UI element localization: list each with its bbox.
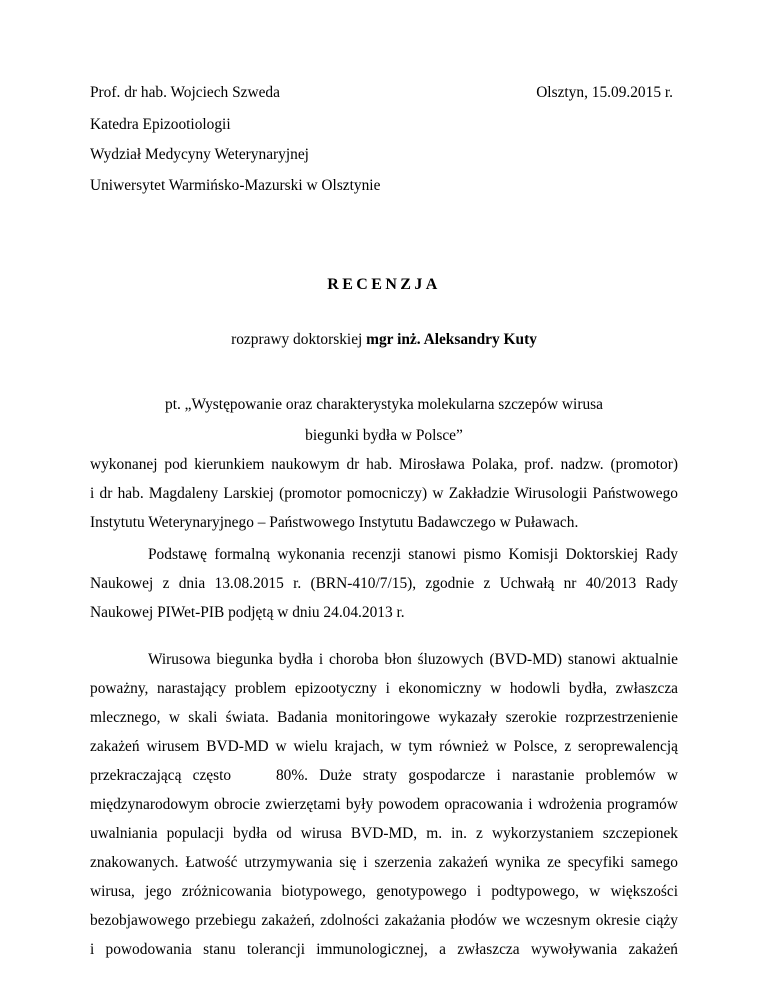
paragraph-line: znakowanych. Łatwość utrzymywania się i szerzenia zakażeń wynika ze specyfiki samego <box>90 854 678 871</box>
paragraph-line: Naukowej z dnia 13.08.2015 r. (BRN-410/7/15), zgodnie z Uchwałą nr 40/2013 Rady <box>90 575 678 592</box>
subtitle <box>0 331 768 349</box>
subtitle-prefix: rozprawy doktorskiej <box>231 331 367 348</box>
paragraph-line: wirusa, jego zróżnicowania biotypowego, genotypowego i podtypowego, w większości <box>90 883 678 900</box>
document-title: RECENZJA <box>327 276 441 293</box>
paragraph-line: Podstawę formalną wykonania recenzji stanowi pismo Komisji Doktorskiej Rady <box>148 546 678 563</box>
paragraph-line: mlecznego, w skali świata. Badania monitoringowe wykazały szerokie rozprzestrzenienie <box>90 709 678 726</box>
paragraph-line: Instytutu Weterynaryjnego – Państwowego Instytutu Badawczego w Puławach. <box>90 514 579 531</box>
paragraph-line: zakażeń wirusem BVD-MD w wielu krajach, w tym również w Polsce, z seroprewalencją <box>90 738 678 755</box>
department: Katedra Epizootiologii <box>90 116 231 133</box>
thesis-title-line-1: pt. „Występowanie oraz charakterystyka molekularna szczepów wirusa <box>165 396 603 413</box>
formal-basis-paragraph <box>90 540 678 627</box>
candidate-name: mgr inż. Aleksandry Kuty <box>366 331 537 348</box>
thesis-title-line-2: biegunki bydła w Polsce” <box>305 427 463 444</box>
paragraph-line: bezobjawowego przebiegu zakażeń, zdolności zakażania płodów we wczesnym okresie ciąży <box>90 912 678 929</box>
place-date: Olsztyn, 15.09.2015 r. <box>536 84 673 101</box>
paragraph-line: Wirusowa biegunka bydła i choroba błon śluzowych (BVD-MD) stanowi aktualnie <box>148 651 678 668</box>
paragraph-line: Naukowej PIWet-PIB podjętą w dniu 24.04.2013 r. <box>90 604 405 621</box>
paragraph-line: i dr hab. Magdaleny Larskiej (promotor pomocniczy) w Zakładzie Wirusologii Państwowego <box>90 485 678 502</box>
paragraph-line: przekraczającą często 80%. Duże straty gospodarcze i narastanie problemów w <box>90 767 678 784</box>
paragraph-line: wykonanej pod kierunkiem naukowym dr hab. Mirosława Polaka, prof. nadzw. (promotor) <box>90 456 678 473</box>
supervision-paragraph <box>90 450 678 537</box>
body-paragraph <box>90 645 678 964</box>
faculty: Wydział Medycyny Weterynaryjnej <box>90 146 309 163</box>
paragraph-line: poważny, narastający problem epizootyczny i ekonomiczny w hodowli bydła, zwłaszcza <box>90 680 678 697</box>
paragraph-line: uwalniania populacji bydła od wirusa BVD-MD, m. in. z wykorzystaniem szczepionek <box>90 825 678 842</box>
university: Uniwersytet Warmińsko-Mazurski w Olsztynie <box>90 177 381 194</box>
paragraph-line: międzynarodowym obrocie zwierzętami były powodem opracowania i wdrożenia programów <box>90 796 678 813</box>
paragraph-line: i powodowania stanu tolerancji immunologicznej, a zwłaszcza wywoływania zakażeń <box>90 941 678 958</box>
reviewer-name: Prof. dr hab. Wojciech Szweda <box>90 84 280 101</box>
